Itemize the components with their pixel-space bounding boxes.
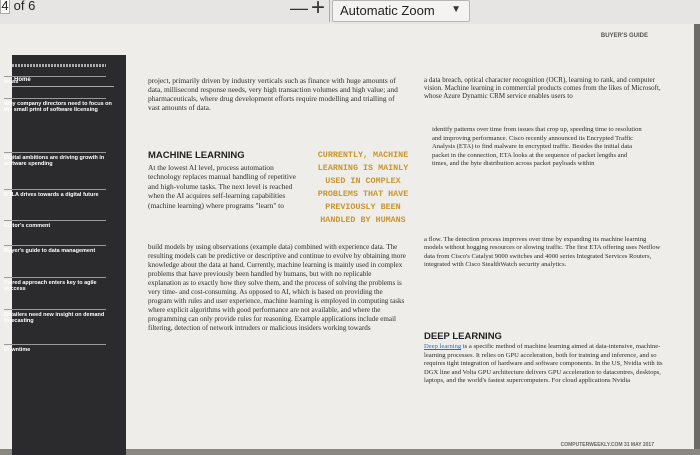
article-col1-top: project, primarily driven by industry verticals such as finance with huge amounts of data, millisecond response needs, very high transaction volumes and high value; and pharmaceuticals, where drug development efforts require modelling and trialling of vast amounts of data. — [148, 76, 398, 112]
sidebar-item-retailers[interactable]: Retailers need new insight on demand forecasting — [4, 309, 112, 325]
sidebar-item-dvla[interactable]: DVLA drives towards a digital future — [4, 189, 112, 198]
pdf-toolbar — [0, 0, 700, 25]
page-indicator — [0, 0, 35, 14]
article-col2-mid: identify patterns over time from issues that crop up, speeding time to resolution and improving performance. Cisco recently announced its Encrypted Traffic Analysis (ETA) to find malware in encrypted traffic. Besides the initial data packet in the connection, ETA looks at the sequence of packet lengths and times, and the byte distribution across packet payloads within — [432, 126, 642, 168]
page-shadow — [694, 24, 700, 449]
pull-quote: CURRENTLY, MACHINE LEARNING IS MAINLY USED IN COMPLEX PROBLEMS THAT HAVE PREVIOUSLY BEEN HANDLED BY HUMANS — [317, 150, 409, 225]
chevron-down-icon: ▼ — [451, 4, 461, 15]
zoom-in-button[interactable]: + — [311, 0, 326, 21]
article-col2-flow: a flow. The detection process improves over time by expanding its machine learning models without hogging resources or slowing traffic. The first ETA offering uses Netflow data from Cisco's Catalyst 9000 switches and 4000 series Integrated Services Routers, integrated with Cisco StealthWatch security analytics. — [424, 236, 661, 269]
ml-section — [148, 151, 296, 211]
dl-paragraph: is a specific method of machine learning aimed at data-intensive, machine-learning processes. It relies on GPU acceleration, both for training and inference, and so requires tight integration of hardware and software components. In the US, Nvidia with its DGX line and Volta GPU architecture delivers GPU acceleration to datacentres, desktops, laptops, and the world's fastest supercomputers. For cloud applications Nvidia — [424, 343, 663, 385]
sidebar-item-licensing[interactable]: Why company directors need to focus on the small print of software licensing — [4, 98, 112, 114]
zoom-select-value: Automatic Zoom — [340, 3, 435, 18]
sidebar-item-digital-ambitions[interactable]: Digital ambitions are driving growth in software spending — [4, 152, 112, 168]
sidebar-item-downtime[interactable]: Downtime — [4, 344, 112, 353]
sidebar-item-data-management[interactable]: Buyer's guide to data management — [4, 245, 112, 254]
zoom-out-button[interactable]: — — [290, 0, 308, 18]
ml-heading: MACHINE LEARNING — [148, 150, 245, 161]
sidebar-nav — [12, 55, 126, 455]
article-col1-bottom: build models by using observations (example data) combined with experience data. The resulting models can be predictive or descriptive and continue to evolve by obtaining more knowledge about the data at hand. Currently, machine learning is mainly used in complex problems that have previously been handled by humans, but with no replicable explanation as to exactly how they solve them, and the process of solving the problems is very time- and cost-consuming. As opposed to AI, which is based on providing the program with rules and user experience, machine learning is employed in computing tasks where explicit algorithms with good performance are not available, and where the programming can only provide rules for reasoning. Example applications include email filtering, detection of network intruders or malicious insiders working towards — [148, 243, 406, 332]
zoom-select[interactable] — [332, 0, 470, 22]
sidebar-stripe — [12, 64, 106, 67]
toolbar-separator — [329, 0, 330, 22]
sidebar-item-home[interactable]: Home — [14, 77, 31, 83]
dl-heading: DEEP LEARNING — [424, 331, 502, 342]
page-header-label: BUYER'S GUIDE — [600, 33, 648, 39]
dl-section — [424, 333, 664, 385]
page-count: of 6 — [13, 0, 36, 13]
dl-link[interactable]: Deep learning — [424, 343, 462, 351]
sidebar-item-agile[interactable]: Paired approach enters key to agile success — [4, 277, 112, 293]
article-col2-top: a data breach, optical character recognition (OCR), learning to rank, and computer vision. Machine learning in commercial products comes from the likes of Microsoft, whose Azure Dynamic CRM service enables users to — [424, 76, 661, 101]
sidebar-item-editors-comment[interactable]: Editor's comment — [4, 220, 112, 229]
divider — [12, 86, 114, 87]
document-page — [0, 24, 694, 449]
sidebar-item-news[interactable]: News — [4, 76, 112, 85]
page-footer: COMPUTERWEEKLY.COM 31 MAY 2017 — [560, 442, 654, 448]
page-number-input[interactable]: 4 — [0, 0, 10, 14]
ml-paragraph: At the lowest AI level, process automation technology replaces manual handling of repetitive and high-volume tasks. The next level is reached when the AI acquires self-learning capabilities (machine learning) where programs "learn" to — [148, 162, 296, 210]
